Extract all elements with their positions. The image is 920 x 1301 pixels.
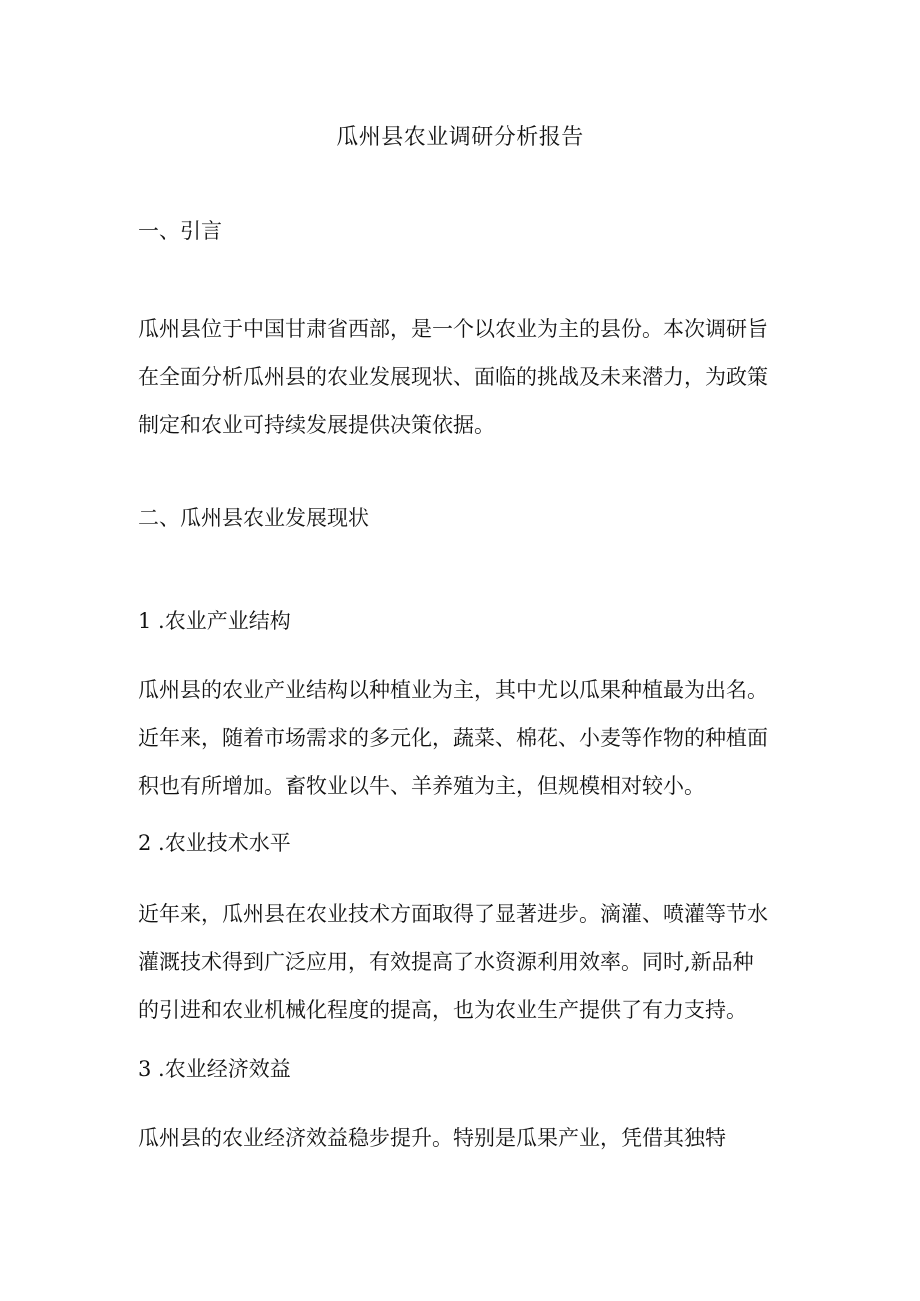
introduction-paragraph — [138, 305, 798, 449]
paragraph-line: 灌溉技术得到广泛应用，有效提高了水资源利用效率。同时,新品种 — [138, 950, 754, 974]
paragraph-line: 的引进和农业机械化程度的提高，也为农业生产提供了有力支持。 — [138, 998, 747, 1022]
subsection-heading-economic-benefit: 3 .农业经济效益 — [138, 1057, 291, 1081]
document-title: 瓜州县农业调研分析报告 — [336, 125, 584, 150]
paragraph-line: 近年来，随着市场需求的多元化，蔬菜、棉花、小麦等作物的种植面 — [138, 726, 768, 750]
section-heading-status: 二、瓜州县农业发展现状 — [138, 506, 369, 530]
paragraph-line: 瓜州县的农业经济效益稳步提升。特别是瓜果产业，凭借其独特 — [138, 1126, 726, 1150]
subsection-heading-industry-structure: 1 .农业产业结构 — [138, 609, 291, 633]
paragraph-line: 在全面分析瓜州县的农业发展现状、面临的挑战及未来潜力，为政策 — [138, 365, 768, 389]
subsection-heading-technology-level: 2 .农业技术水平 — [138, 831, 291, 855]
paragraph-line: 制定和农业可持续发展提供决策依据。 — [138, 413, 495, 437]
section-heading-introduction: 一、引言 — [138, 219, 222, 243]
economic-benefit-paragraph — [138, 1114, 798, 1162]
paragraph-line: 近年来，瓜州县在农业技术方面取得了显著进步。滴灌、喷灌等节水 — [138, 902, 768, 926]
industry-structure-paragraph — [138, 666, 798, 810]
paragraph-line: 积也有所增加。畜牧业以牛、羊养殖为主，但规模相对较小。 — [138, 774, 705, 798]
paragraph-line: 瓜州县的农业产业结构以种植业为主，其中尤以瓜果种植最为出名。 — [138, 678, 768, 702]
technology-level-paragraph — [138, 890, 798, 1034]
paragraph-line: 瓜州县位于中国甘肃省西部，是一个以农业为主的县份。本次调研旨 — [138, 317, 768, 341]
